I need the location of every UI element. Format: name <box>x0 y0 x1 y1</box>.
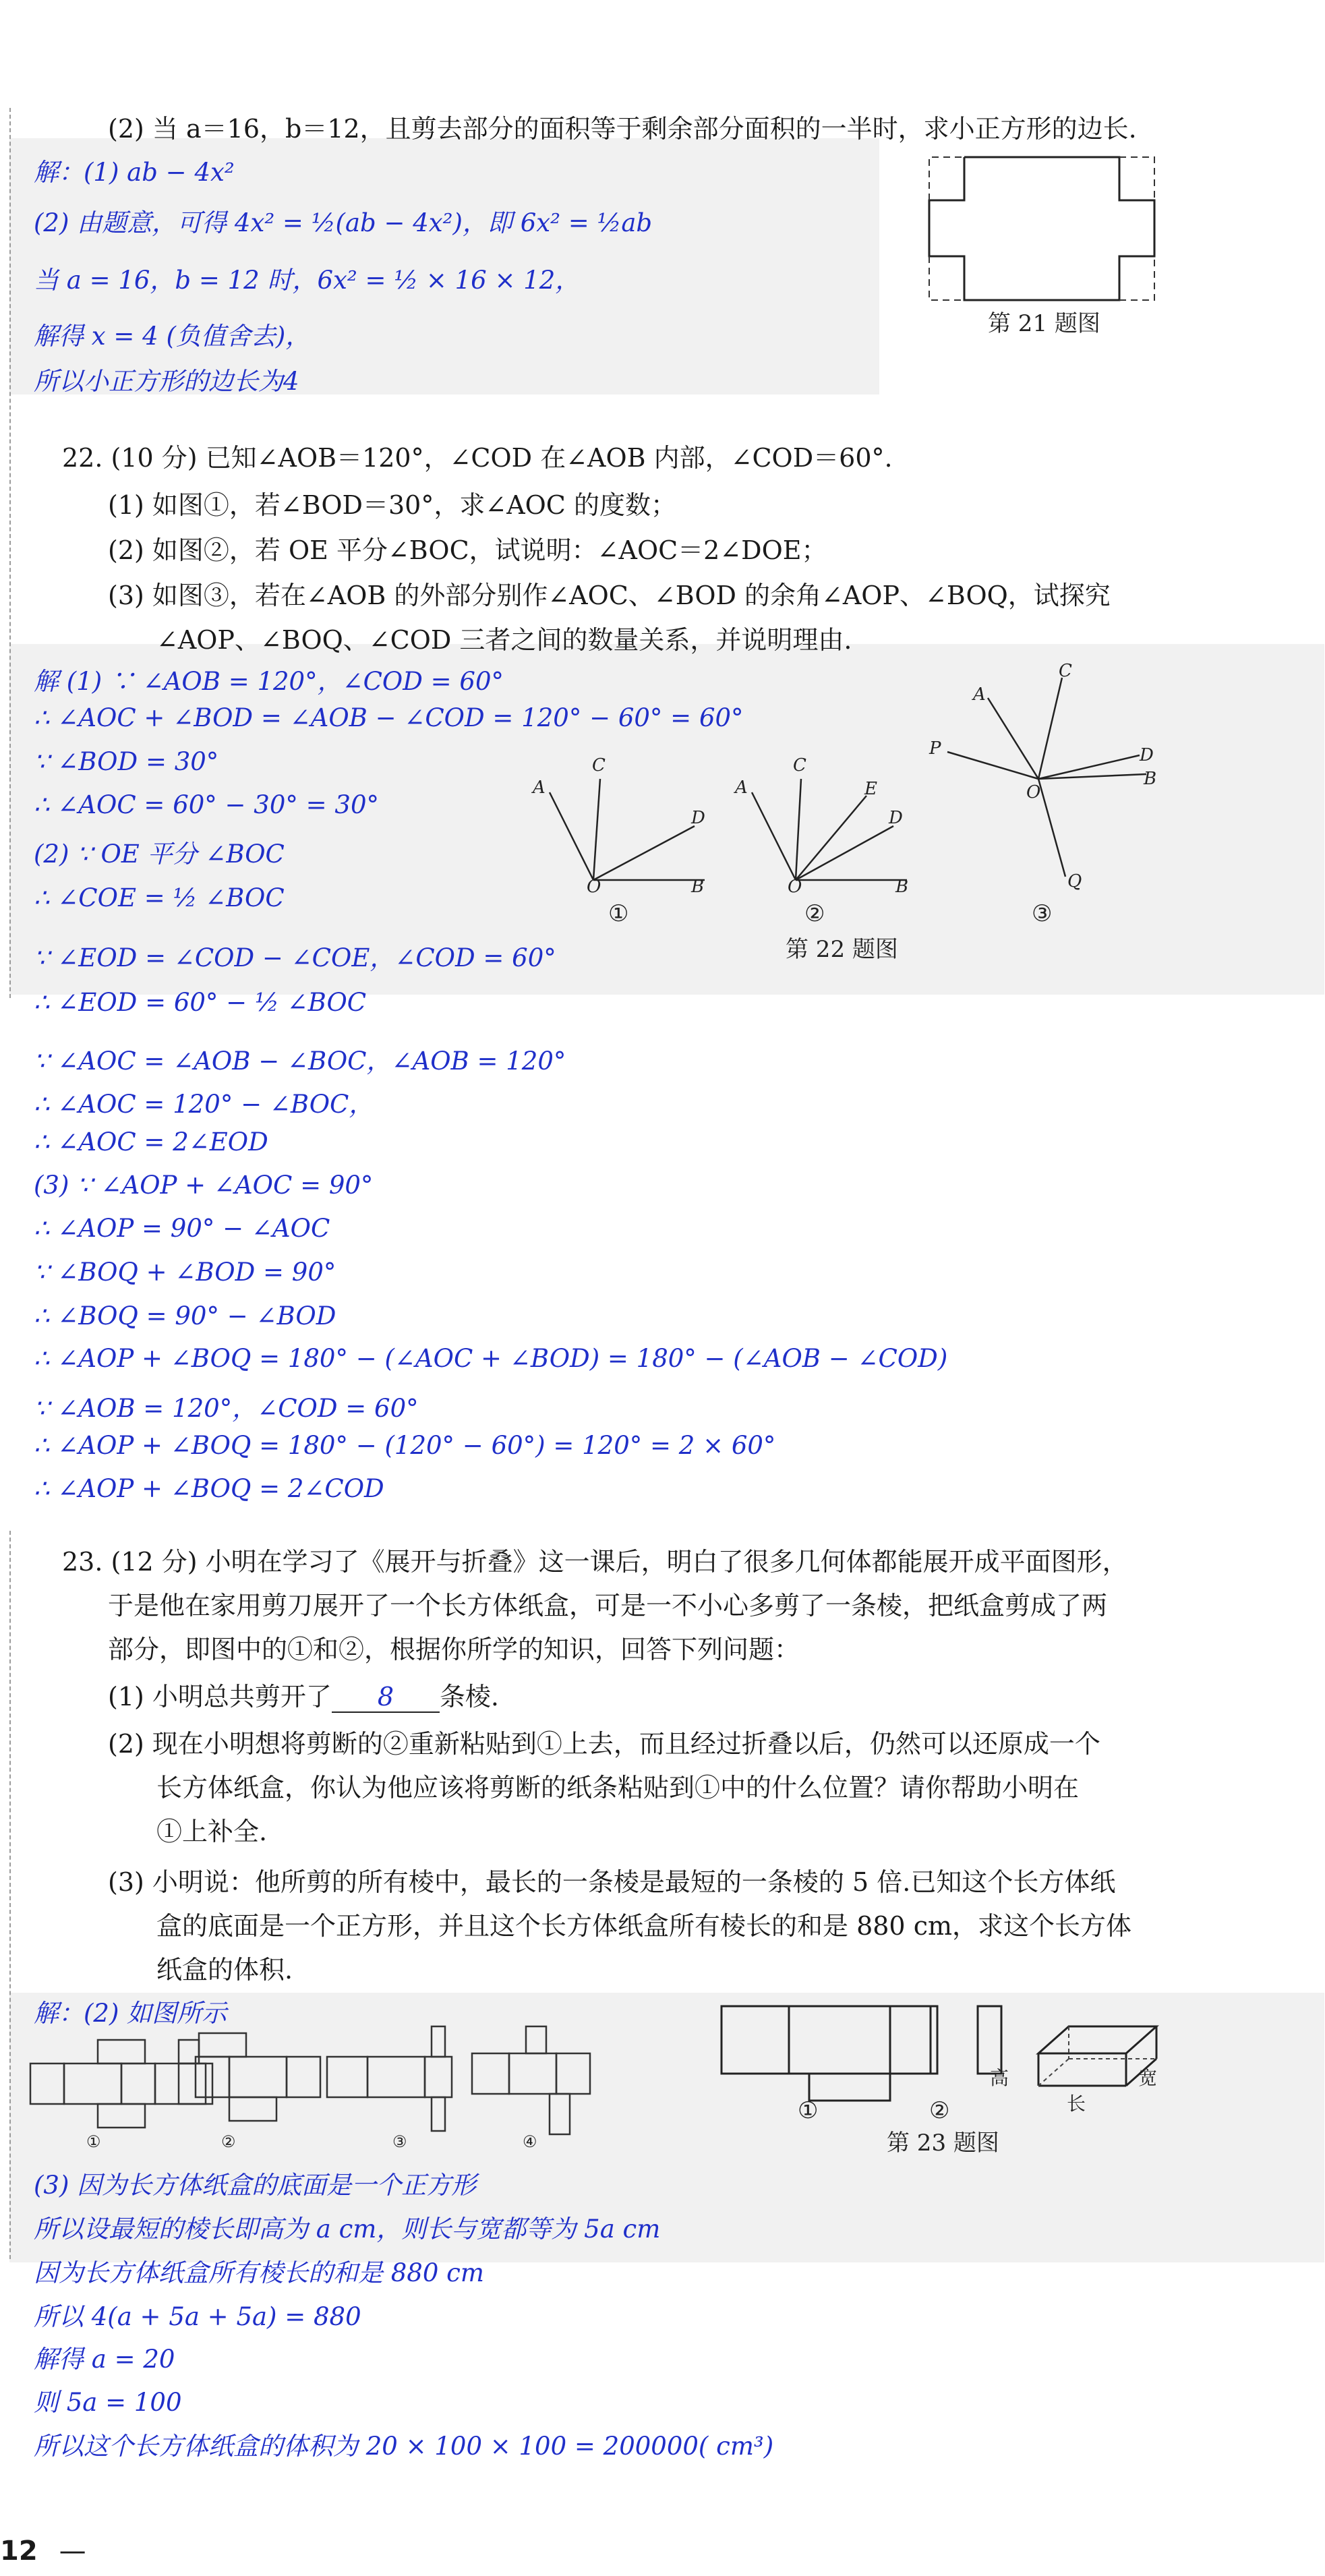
q23-answer-1: (3) 因为长方体纸盒的底面是一个正方形 <box>34 2171 477 2200</box>
q21-answer-3: 当 a = 16，b = 12 时，6x² = ½ × 16 × 12， <box>34 266 581 295</box>
page-number-value: 12 <box>0 2536 38 2567</box>
q23-part3-3: 纸盒的体积. <box>156 1955 293 1985</box>
q22-fig1-B: B <box>691 877 705 897</box>
q23-part1-pre: (1) 小明总共剪开了 <box>108 1682 332 1711</box>
q22-fig2-label: ② <box>804 900 825 927</box>
q22-fig3-A: A <box>973 684 986 705</box>
q22-answer-18: ∴ ∠AOP + ∠BOQ = 180° − (120° − 60°) = 120° = 2 × 60° <box>34 1431 776 1460</box>
q23-answer-7: 所以这个长方体纸盒的体积为 20 × 100 × 100 = 200000( cm³) <box>34 2432 774 2461</box>
q22-fig3-B: B <box>1144 769 1157 789</box>
q22-answer-19: ∴ ∠AOP + ∠BOQ = 2∠COD <box>34 1474 384 1503</box>
q22-fig3-O: O <box>1026 782 1041 802</box>
q23-small-label-3: ③ <box>392 2132 407 2151</box>
q23-answer-nets <box>27 2026 607 2161</box>
q23-part1-post: 条棱. <box>439 1682 500 1711</box>
q22-fig1-O: O <box>587 877 601 897</box>
q23-caption: 第 23 题图 <box>887 2130 999 2157</box>
q23-small-label-4: ④ <box>523 2132 537 2151</box>
q23-answer-2: 所以设最短的棱长即高为 a cm，则长与宽都等为 5a cm <box>34 2215 661 2244</box>
q23-answer-5: 解得 a = 20 <box>34 2345 175 2374</box>
q21-figure <box>924 152 1160 303</box>
q23-stem-3: 部分，即图中的①和②，根据你所学的知识，回答下列问题： <box>108 1635 800 1664</box>
q23-fig-label-2: ② <box>929 2097 950 2124</box>
q23-fig-label-1: ① <box>798 2097 819 2124</box>
q22-answer-12: (3) ∵ ∠AOP + ∠AOC = 90° <box>34 1171 374 1200</box>
page-number <box>0 2536 86 2567</box>
q22-figure-1 <box>526 755 715 900</box>
margin-dash-1 <box>9 108 11 998</box>
q23-figure <box>715 1999 1167 2107</box>
margin-dash-2 <box>9 1531 11 2259</box>
q23-stem-1: 23. (12 分) 小明在学习了《展开与折叠》这一课后，明白了很多几何体都能展开成平面图形， <box>62 1547 1128 1577</box>
q22-fig2-E: E <box>864 779 877 799</box>
q23-part1-blank: 8 <box>332 1682 440 1713</box>
q22-answer-16: ∴ ∠AOP + ∠BOQ = 180° − (∠AOC + ∠BOD) = 180° − (∠AOB − ∠COD) <box>34 1344 948 1373</box>
q21-answer-4: 解得 x = 4 (负值舍去)， <box>34 322 311 351</box>
q21-answer-2: (2) 由题意，可得 4x² = ½(ab − 4x²)，即 6x² = ½ab <box>34 208 653 237</box>
q22-fig3-label: ③ <box>1032 900 1053 927</box>
q22-answer-13: ∴ ∠AOP = 90° − ∠AOC <box>34 1214 330 1243</box>
q23-part2-2: 长方体纸盒，你认为他应该将剪断的纸条粘贴到①中的什么位置？请你帮助小明在 <box>156 1773 1080 1803</box>
q23-part3-2: 盒的底面是一个正方形，并且这个长方体纸盒所有棱长的和是 880 cm，求这个长方体 <box>156 1911 1132 1941</box>
q23-part3-1: (3) 小明说：他所剪的所有棱中，最长的一条棱是最短的一条棱的 5 倍.已知这个长方体纸 <box>108 1867 1116 1897</box>
q23-part2-3: ①上补全. <box>156 1817 268 1846</box>
q22-answer-3: ∵ ∠BOD = 30° <box>34 747 219 776</box>
q22-part3: (3) 如图③，若在∠AOB 的外部分别作∠AOC、∠BOD 的余角∠AOP、∠BOQ，试探究 <box>108 581 1111 610</box>
q22-answer-2: ∴ ∠AOC + ∠BOD = ∠AOB − ∠COD = 120° − 60° = 60° <box>34 703 744 732</box>
q22-answer-15: ∴ ∠BOQ = 90° − ∠BOD <box>34 1301 336 1330</box>
q22-answer-1: 解 (1) ∵ ∠AOB = 120°，∠COD = 60° <box>34 667 504 696</box>
q22-fig2-O: O <box>788 877 802 897</box>
q22-answer-4: ∴ ∠AOC = 60° − 30° = 30° <box>34 790 379 819</box>
q22-answer-7: ∵ ∠EOD = ∠COD − ∠COE，∠COD = 60° <box>34 943 556 972</box>
q23-answer-4: 所以 4(a + 5a + 5a) = 880 <box>34 2302 361 2331</box>
q21-answer-5: 所以小正方形的边长为4 <box>34 367 299 396</box>
q22-part3-cont: ∠AOP、∠BOQ、∠COD 三者之间的数量关系，并说明理由. <box>156 625 852 655</box>
q23-box-height: 高 <box>990 2067 1009 2089</box>
q23-box-length: 长 <box>1067 2092 1086 2115</box>
q22-caption: 第 22 题图 <box>786 936 898 963</box>
q21-answer-1: 解：(1) ab − 4x² <box>34 158 235 187</box>
q22-answer-14: ∵ ∠BOQ + ∠BOD = 90° <box>34 1258 336 1287</box>
q22-fig2-A: A <box>735 778 748 798</box>
q22-answer-5: (2) ∵ OE 平分 ∠BOC <box>34 840 285 869</box>
q23-answer-6: 则 5a = 100 <box>34 2388 182 2417</box>
q22-part1: (1) 如图①，若∠BOD＝30°，求∠AOC 的度数； <box>108 490 676 520</box>
q23-part1 <box>108 1676 499 1713</box>
q22-stem: 22. (10 分) 已知∠AOB＝120°，∠COD 在∠AOB 内部，∠COD＝60°. <box>62 443 893 473</box>
q23-answer-3: 因为长方体纸盒所有棱长的和是 880 cm <box>34 2258 484 2287</box>
q21-caption: 第 21 题图 <box>988 310 1100 337</box>
q23-small-label-1: ① <box>86 2132 101 2151</box>
q22-answer-8: ∴ ∠EOD = 60° − ½ ∠BOC <box>34 988 367 1017</box>
page-number-dash: — <box>59 2536 86 2567</box>
q22-fig3-Q: Q <box>1067 871 1082 891</box>
q22-fig3-C: C <box>1059 661 1072 681</box>
q22-answer-6: ∴ ∠COE = ½ ∠BOC <box>34 883 285 912</box>
q23-small-label-2: ② <box>221 2132 236 2151</box>
q22-fig1-D: D <box>691 808 705 828</box>
q22-fig3-D: D <box>1140 745 1154 765</box>
q23-stem-2: 于是他在家用剪刀展开了一个长方体纸盒，可是一不小心多剪了一条棱，把纸盒剪成了两 <box>108 1591 1108 1620</box>
q22-fig1-label: ① <box>608 900 629 927</box>
q23-answer-head: 解：(2) 如图所示 <box>34 1999 227 2028</box>
q22-part2: (2) 如图②，若 OE 平分∠BOC，试说明：∠AOC＝2∠DOE； <box>108 535 827 565</box>
q22-fig1-C: C <box>592 755 606 775</box>
q22-answer-11: ∴ ∠AOC = 2∠EOD <box>34 1128 268 1157</box>
q23-box-width: 宽 <box>1138 2067 1158 2089</box>
q22-fig1-A: A <box>533 778 546 798</box>
q22-answer-17: ∵ ∠AOB = 120°，∠COD = 60° <box>34 1394 419 1423</box>
q22-answer-9: ∵ ∠AOC = ∠AOB − ∠BOC，∠AOB = 120° <box>34 1047 566 1076</box>
q22-fig3-P: P <box>929 738 941 759</box>
q22-fig2-C: C <box>793 755 806 775</box>
q21-part2: (2) 当 a＝16，b＝12，且剪去部分的面积等于剩余部分面积的一半时，求小正方形的边长. <box>108 114 1137 144</box>
q22-answer-10: ∴ ∠AOC = 120° − ∠BOC， <box>34 1090 374 1119</box>
q22-fig2-D: D <box>889 808 903 828</box>
q23-part2-1: (2) 现在小明想将剪断的②重新粘贴到①上去，而且经过折叠以后，仍然可以还原成一个 <box>108 1729 1100 1759</box>
q22-fig2-B: B <box>895 877 909 897</box>
q22-figure-3 <box>931 661 1160 890</box>
